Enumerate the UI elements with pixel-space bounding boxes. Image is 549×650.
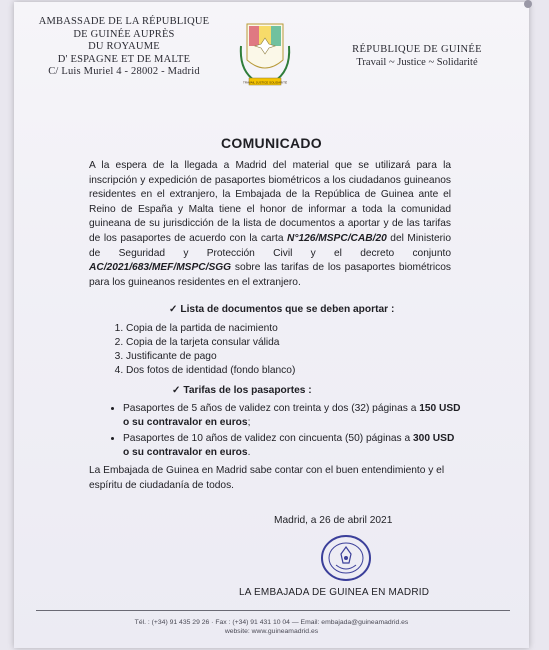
fee-punct: ; (247, 417, 251, 429)
fee-text: Pasaportes de 10 años de validez con cincuenta (50) páginas a (123, 432, 413, 444)
fees-heading: ✓ Tarifas de los pasaportes : (172, 385, 312, 396)
list-item (123, 402, 463, 431)
document-date: Madrid, a 26 de abril 2021 (274, 515, 393, 526)
embassy-letterhead (24, 16, 224, 79)
list-item: 3. Justificante de pago (126, 350, 295, 364)
page-title: COMUNICADO (221, 135, 322, 151)
footer-divider (36, 610, 510, 611)
letterhead-line: DE GUINÉE AUPRÈS (73, 28, 175, 40)
fee-amount: 300 USD o su contravalor en euros (123, 432, 455, 458)
coat-of-arms-emblem (237, 16, 293, 96)
footer-website: website: www.guineamadrid.es (224, 628, 319, 635)
documents-heading: ✓ Lista de documentos que se deben aportar : (169, 304, 395, 315)
list-item (123, 432, 463, 461)
fees-list (109, 402, 463, 461)
fee-text: Pasaportes de 5 años de validez con treinta y dos (32) páginas a (123, 403, 420, 414)
fee-amount: 150 USD o su contravalor en euros (123, 403, 461, 429)
letterhead-line: DU ROYAUME (88, 41, 160, 52)
documents-list (110, 322, 295, 378)
document-page (14, 2, 529, 648)
paragraph-text: del Ministerio de Seguridad y Protección Civil y el decreto conjunto (89, 232, 451, 259)
footer-phone-email: Tél. : (+34) 91 435 29 26 · Fax : (+34) 91 431 10 04 — Email: embajada@guineamadrid.es (134, 619, 409, 626)
list-item: 1. Copia de la partida de nacimiento (126, 322, 295, 336)
letterhead-address: C/ Luis Muriel 4 - 28002 - Madrid (48, 66, 200, 77)
footer-contact (14, 618, 529, 636)
list-item: 4. Dos fotos de identidad (fondo blanco) (126, 364, 295, 378)
national-motto: Travail ~ Justice ~ Solidarité (356, 57, 478, 68)
emblem-motto-banner: TRAVAIL JUSTICE SOLIDARITÉ (243, 80, 287, 85)
thumbtack (524, 0, 532, 8)
closing-paragraph: La Embajada de Guinea en Madrid sabe contar con el buen entendimiento y el espíritu de ciudadanía de todos. (89, 465, 445, 491)
letterhead-line: D' ESPAGNE ET DE MALTE (57, 53, 191, 65)
reference-letter: N°126/MSPC/CAB/20 (287, 232, 387, 244)
republic-header (332, 44, 502, 68)
main-paragraph (89, 159, 451, 290)
reference-decree: AC/2021/683/MEF/MSPC/SGG (89, 262, 232, 274)
paragraph-text: A la espera de la llegada a Madrid del material que se utilizará para la inscripción y expedición de pasaportes biométricos a los ciudadanos guineanos residentes en el extranjero, la Embajada de la República de Guinea ante el Reino de España y Malta tiene el honor de informar a toda la comunidad guineana de su jurisdicción de la lista de documentos a aportar y de las tarifas de los pasaportes de acuerdo con la carta (89, 160, 451, 244)
letterhead-line: AMBASSADE DE LA RÉPUBLIQUE (38, 16, 210, 27)
signature-line: LA EMBAJADA DE GUINEA EN MADRID (239, 587, 430, 598)
list-item: 2. Copia de la tarjeta consular válida (126, 336, 295, 350)
embassy-stamp (316, 531, 376, 585)
paragraph-text: sobre las tarifas de los pasaportes biométricos para los guineanos residentes en el extranjero. (89, 262, 451, 288)
republic-name: RÉPUBLIQUE DE GUINÉE (352, 44, 482, 55)
fee-punct: . (247, 446, 251, 458)
